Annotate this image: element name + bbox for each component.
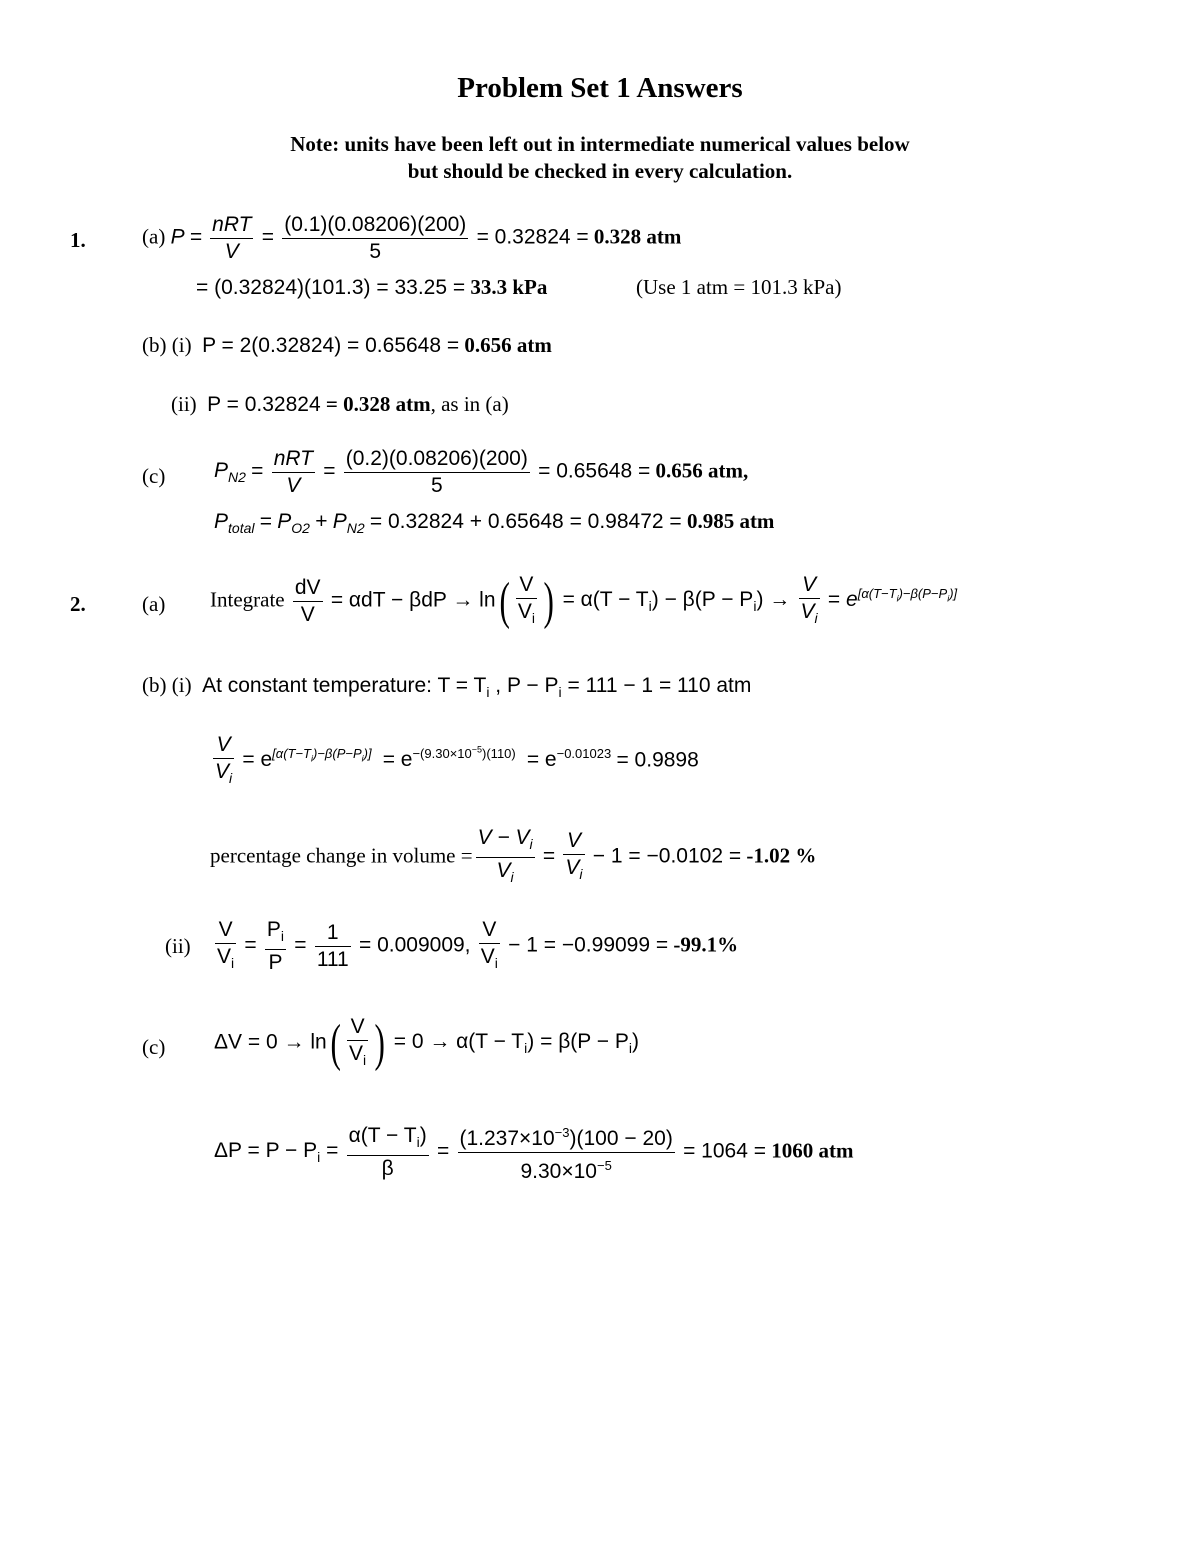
problem-1c-total: $P_{total} = P_{O2} + P_{N2} = 0.32824 + 0.65648 = 0.98472 = 0.985$ atm: [214, 509, 775, 537]
exponent-part-2: )−β(P−P: [898, 586, 948, 602]
problem-1a: [142, 212, 681, 265]
exponent-part-3: )]: [949, 586, 958, 602]
problem-1c-total-answer: 0.985 atm: [686, 509, 775, 533]
problem-2b-i-label: (b) (i): [142, 673, 192, 697]
numerator-power: −3: [554, 1125, 570, 1140]
subscript-total: total: [228, 520, 255, 537]
problem-2a-ratio: $\frac{V}{V_i}$: [799, 572, 820, 631]
fraction-denominator: V: [293, 601, 323, 628]
integrate-text: Integrate: [210, 587, 285, 612]
exponent-part-2: )−β(P−P: [313, 746, 362, 762]
denominator-power: −5: [596, 1158, 612, 1173]
exponent-power: −5: [471, 745, 483, 756]
problem-2a-eq2b: ) − β(P − P: [651, 588, 754, 612]
problem-1c-total-calc: = 0.32824 + 0.65648 = 0.98472 =: [369, 510, 682, 533]
fraction-pi-p: $\frac{P_i}{P}$: [266, 918, 285, 975]
fraction-numerator: V: [519, 573, 534, 596]
fraction-denominator: 5: [282, 238, 468, 265]
fraction-numerator: (0.2)(0.08206)(200): [345, 447, 528, 470]
fraction-numerator: nRT: [273, 447, 313, 470]
fraction-denominator: P: [265, 949, 286, 976]
numerator-end: )(100 − 20): [569, 1127, 673, 1150]
fraction-v-vi-2: $\frac{V}{V_i}$: [479, 917, 500, 976]
problem-1c-answer: 0.656 atm,: [655, 458, 749, 483]
problem-2b-ii-label: (ii): [165, 934, 191, 958]
percentage-ratio: $\frac{V}{V_i}$: [563, 828, 584, 887]
exponent-part-1: [α(T−T: [272, 746, 312, 762]
problem-2b-i-text3: = 111 − 1 = 110 atm: [561, 674, 752, 697]
problem-1b-ii-suffix: , as in (a): [430, 392, 509, 416]
problem-1a-line2: [196, 275, 547, 300]
percentage-fraction: $\frac{V - V_i}{V_i}$: [476, 825, 535, 890]
problem-2c-text3: ) = β(P − P: [527, 1030, 629, 1054]
problem-2b-ii-answer: -99.1%: [673, 932, 739, 957]
fraction-numerator: V − V: [477, 826, 530, 849]
problem-2b-ii-calc1: = 0.009009,: [358, 933, 471, 957]
problem-1b-i-answer: 0.656 atm: [464, 333, 552, 357]
fraction-denominator: V: [217, 945, 232, 968]
problem-2c-fraction: $\frac{V}{V_i}$: [347, 1014, 368, 1073]
delta-p-answer: 1060 atm: [771, 1138, 854, 1163]
problem-1a-answer: 0.328 atm: [593, 224, 682, 249]
problem-2a-eq2c: ) →: [756, 588, 791, 612]
percentage-answer: -1.02 %: [746, 843, 817, 868]
delta-p-numeric-fraction: [458, 1120, 675, 1185]
exponent-end: )(110): [482, 746, 516, 762]
problem-1b-ii-answer: = 0.328 atm: [325, 392, 431, 416]
problem-2c-label: (c): [142, 1035, 166, 1059]
fraction-denominator: 9.30×10: [520, 1160, 597, 1183]
problem-2a-eq1: = αdT − βdP → ln: [330, 588, 496, 612]
percentage-label: percentage change in volume =: [210, 843, 473, 868]
problem-1a-fraction: [210, 212, 253, 265]
problem-1a-lhs: P =: [170, 225, 202, 249]
problem-1c-result: = 0.65648 =: [538, 459, 651, 483]
delta-p-fraction: $\frac{\alpha(T - T_i)}{\beta}$: [348, 1123, 427, 1181]
note-line-2: but should be checked in every calculation.: [407, 159, 793, 183]
problem-1a-kpa-answer: 33.3 kPa: [470, 275, 548, 299]
problem-1c-label: (c): [142, 464, 166, 488]
fraction-1-111: [315, 920, 351, 973]
fraction-denominator: β: [347, 1155, 429, 1182]
problem-2a-fraction: [293, 575, 323, 628]
problem-2b-i: (b) (i) At constant temperature: $T = T_i$ , $P - P_i = 111 - 1 = 110$ atm: [142, 673, 752, 701]
fraction-numerator: 1: [326, 921, 339, 945]
problem-2a-eq2: = α(T − T: [562, 588, 649, 612]
fraction-numerator: nRT: [212, 213, 252, 236]
problem-2-number: 2.: [70, 592, 86, 616]
problem-1c-fraction: [272, 446, 315, 499]
problem-1b-ii-calc: P = 0.32824: [207, 393, 321, 416]
equals-e: = e: [242, 748, 273, 772]
problem-2a-label: (a): [142, 592, 166, 616]
exponent-part-1: [α(T−T: [857, 586, 897, 602]
ratio-value: = 0.9898: [616, 748, 699, 772]
percentage-calc: − 1 = −0.0102 =: [592, 844, 742, 868]
problem-2b-i-text2: , P − P: [489, 674, 559, 697]
fraction-v-vi: $\frac{V}{V_i}$: [215, 917, 236, 976]
problem-1b-i: [142, 333, 552, 358]
fraction-denominator: 111: [316, 948, 349, 972]
fraction-numerator: dV: [294, 576, 321, 600]
problem-1a-num-fraction: [282, 212, 468, 265]
problem-1b-ii: [171, 392, 509, 417]
problem-2b-i-ratio: $\frac{V}{V_i}$: [213, 732, 234, 791]
problem-1a-result: = 0.32824 =: [476, 225, 589, 249]
problem-1c: $P_{N2}$ = $\frac{\text{nRT}}{V}$ = $\frac{(0.2)(0.08206)(200)}{5}$ = 0.65648 = 0.656 atm,: [214, 447, 749, 497]
problem-2a-ln-fraction: $\frac{V}{V_i}$: [516, 572, 537, 631]
problem-2c-text4: ): [631, 1030, 639, 1054]
problem-2a: Integrate $\frac{dV}{V}$ = αdT − βdP → ln( $\frac{V}{V_i}$ ) = $\alpha(T - T_i) - \beta(P - P_i)$ → $\frac{V}{V_i}$ = e[α(T−Ti)−β(P−Pi)]: [210, 572, 958, 630]
equals-e: = e: [382, 748, 413, 772]
delta-p-result: = 1064 =: [683, 1139, 766, 1163]
subscript-n2: N2: [228, 469, 246, 486]
note-line-1: Note: units have been left out in intermediate numerical values below: [290, 132, 910, 156]
equals-e: = e: [526, 748, 557, 772]
problem-1b-ii-label: (ii): [171, 392, 197, 416]
subscript-o2: O2: [291, 520, 310, 537]
problem-2c-delta-p: $\Delta P = P - P_i$ = $\frac{\alpha(T - T_i)}{\beta}$ = $\frac{(1.237\times 10^{-3})(100 - 20)}{9.30\times 10^{-5}}$ = 1064 = 1060 atm: [214, 1120, 853, 1185]
exponent-value-2: −0.01023: [556, 746, 612, 762]
problem-2c: ΔV = 0 → ln( $\frac{V}{V_i}$ ) = $0 \to \alpha(T - T_i) = \beta(P - P_i)$: [214, 1014, 639, 1072]
problem-2c-text2: = 0 → α(T − T: [393, 1030, 525, 1054]
problem-1c-num-fraction: [344, 446, 530, 499]
problem-2b-i-percentage: percentage change in volume = $\frac{V - V_i}{V_i}$ = $\frac{V}{V_i}$ − 1 = −0.0102 = -1.02 %: [210, 825, 816, 890]
problem-2b-ii-calc2: − 1 = −0.99099 =: [508, 933, 669, 957]
fraction-denominator: 5: [344, 472, 530, 499]
fraction-numerator: (0.1)(0.08206)(200): [284, 213, 467, 236]
fraction-denominator: V: [517, 600, 532, 623]
problem-1a-label: (a): [142, 224, 166, 249]
exponent-part-3: )]: [363, 746, 372, 762]
problem-1b-i-label: (b) (i): [142, 333, 192, 357]
problem-2b-i-ratio-line: $\frac{V}{V_i}$ = $e[\alpha(T-Ti)-\beta(P-Pi)] = e^{-(9.30\times 10^{-5})(110)} = e^{-0.01023} = 0.9898$: [210, 732, 699, 791]
problem-1a-note: (Use 1 atm = 101.3 kPa): [636, 275, 842, 299]
fraction-numerator: P: [266, 918, 281, 941]
page-title: Problem Set 1 Answers: [457, 72, 743, 104]
fraction-numerator: α(T − T: [348, 1123, 417, 1147]
subscript-n2: N2: [346, 520, 365, 537]
fraction-numerator: (1.237×10: [459, 1127, 555, 1150]
problem-2b-ii: $\frac{V}{V_i}$ = $\frac{P_i}{P}$ = $\frac{1}{111}$ = 0.009009, $\frac{V}{V_i}$ − 1 = −0.99099 = -99.1%: [217, 918, 739, 975]
problem-2b-i-text1: At constant temperature: T = T: [202, 674, 487, 697]
problem-1b-i-calc: P = 2(0.32824) = 0.65648 =: [202, 334, 460, 357]
problem-2c-text1: ΔV = 0 → ln: [214, 1030, 327, 1054]
equals-sign: =: [261, 225, 274, 249]
fraction-denominator: V: [210, 238, 253, 265]
problem-1a-kpa-calc: = (0.32824)(101.3) = 33.25 =: [196, 276, 466, 299]
delta-p-lhs: ΔP = P − P: [214, 1139, 318, 1163]
fraction-denominator: V: [272, 472, 315, 499]
exponent-value: −(9.30×10: [412, 746, 472, 762]
problem-1-number: 1.: [70, 228, 86, 252]
fraction-numerator: V: [218, 918, 233, 941]
